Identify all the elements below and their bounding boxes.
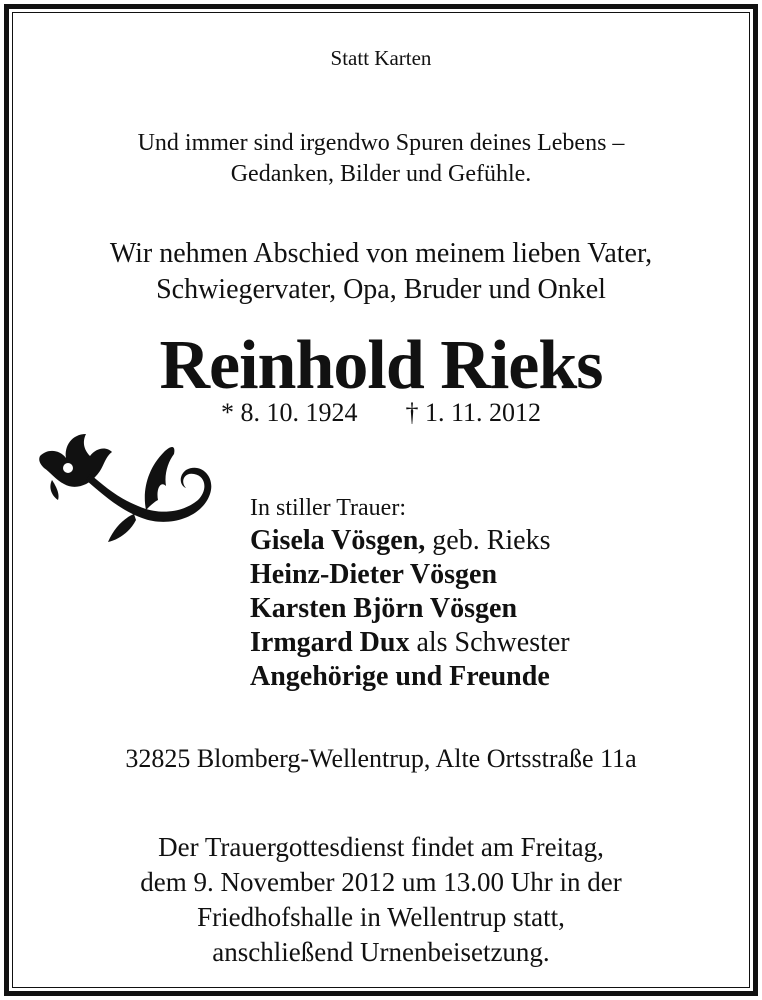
quote-line-1: Und immer sind irgendwo Spuren deines Lebens –: [137, 130, 625, 156]
service-line-3: Friedhofshalle in Wellentrup statt,: [197, 902, 565, 932]
mourner-name: Angehörige und Freunde: [250, 661, 550, 692]
mourner-name: Heinz-Dieter Vösgen: [250, 559, 498, 590]
mourner-name: Karsten Björn Vösgen: [250, 593, 518, 624]
mourner-row: [250, 558, 570, 592]
farewell-line-1: Wir nehmen Abschied von meinem lieben Vater,: [109, 238, 653, 269]
mourner-row: [250, 524, 570, 558]
statt-karten-text: Statt Karten: [330, 46, 432, 70]
address: 32825 Blomberg-Wellentrup, Alte Ortsstraße 11a: [125, 744, 637, 773]
mourner-note: als Schwester: [409, 627, 570, 658]
mourner-note: geb. Rieks: [425, 525, 551, 556]
farewell-text: [0, 236, 762, 308]
death-date: † 1. 11. 2012: [405, 398, 542, 427]
quote-line-2: Gedanken, Bilder und Gefühle.: [230, 161, 532, 187]
quote: [0, 128, 762, 190]
mourner-name: Irmgard Dux: [250, 627, 410, 658]
mourner-row: [250, 626, 570, 660]
service-info: [0, 830, 762, 970]
birth-date: * 8. 10. 1924: [220, 398, 358, 427]
service-line-4: anschließend Urnenbeisetzung.: [212, 937, 550, 967]
mourners-intro: In stiller Trauer:: [250, 495, 406, 521]
life-dates: [0, 398, 762, 428]
deceased-name: Reinhold Rieks: [159, 327, 603, 404]
service-line-1: Der Trauergottesdienst findet am Freitag,: [158, 832, 604, 862]
mourner-name: Gisela Vösgen,: [250, 525, 426, 556]
farewell-line-2: Schwiegervater, Opa, Bruder und Onkel: [156, 274, 606, 305]
service-line-2: dem 9. November 2012 um 13.00 Uhr in der: [140, 867, 622, 897]
mourner-row: [250, 592, 570, 626]
floral-flourish-icon: [34, 428, 214, 548]
mourners-block: [250, 492, 570, 694]
mourner-row: [250, 660, 570, 694]
